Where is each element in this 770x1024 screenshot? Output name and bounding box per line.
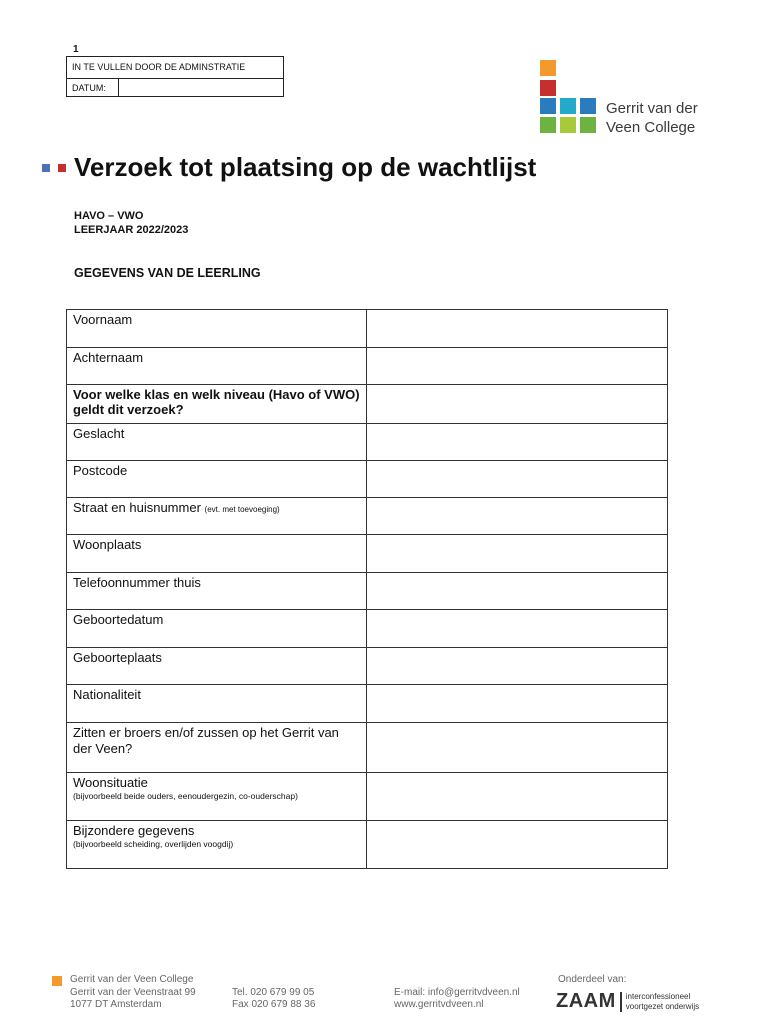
admin-heading: IN TE VULLEN DOOR DE ADMINSTRATIE bbox=[67, 57, 283, 79]
form-row bbox=[67, 498, 668, 535]
field-input-postcode[interactable] bbox=[366, 461, 667, 498]
field-input-broers-zussen[interactable] bbox=[366, 723, 667, 773]
field-input-geslacht[interactable] bbox=[366, 424, 667, 461]
subtitle-level: HAVO – VWO bbox=[74, 210, 144, 222]
footer-tel: Tel. 020 679 99 05 bbox=[232, 986, 315, 998]
form-row bbox=[67, 610, 668, 648]
footer-city: 1077 DT Amsterdam bbox=[70, 999, 162, 1010]
field-label: Geslacht bbox=[67, 424, 367, 461]
field-input-woonsituatie[interactable] bbox=[366, 773, 667, 821]
footer-email[interactable]: E-mail: info@gerritvdveen.nl bbox=[394, 986, 520, 998]
field-input-voornaam[interactable] bbox=[366, 310, 667, 348]
field-hint: (bijvoorbeeld scheiding, overlijden voogdij) bbox=[73, 839, 234, 849]
form-row bbox=[67, 573, 668, 610]
footer-street: Gerrit van der Veenstraat 99 bbox=[70, 986, 196, 998]
form-row bbox=[67, 310, 668, 348]
field-input-geboortedatum[interactable] bbox=[366, 610, 667, 648]
field-label: Woonsituatie bbox=[73, 775, 148, 790]
logo-line-1: Gerrit van der bbox=[606, 100, 698, 117]
subtitle bbox=[74, 209, 188, 237]
field-input-geboorteplaats[interactable] bbox=[366, 648, 667, 685]
footer-part-of: Onderdeel van: bbox=[558, 974, 627, 985]
section-heading: GEGEVENS VAN DE LEERLING bbox=[74, 266, 261, 280]
field-label: Woonplaats bbox=[67, 535, 367, 573]
page-title: Verzoek tot plaatsing op de wachtlijst bbox=[74, 152, 537, 182]
page-number: 1 bbox=[73, 44, 79, 55]
date-label: DATUM: bbox=[67, 79, 119, 97]
flag-icon bbox=[42, 164, 66, 172]
footer-website[interactable]: www.gerritvdveen.nl bbox=[394, 999, 484, 1010]
form-row bbox=[67, 773, 668, 821]
logo-line-2: Veen College bbox=[606, 119, 696, 136]
field-label: Voor welke klas en welk niveau (Havo of VWO) geldt dit verzoek? bbox=[67, 385, 367, 424]
field-label: Voornaam bbox=[67, 310, 367, 348]
field-label: Geboorteplaats bbox=[67, 648, 367, 685]
field-input-telefoon[interactable] bbox=[366, 573, 667, 610]
admin-box bbox=[66, 56, 284, 97]
form-row bbox=[67, 424, 668, 461]
field-label: Nationaliteit bbox=[67, 685, 367, 723]
date-field[interactable] bbox=[119, 79, 283, 97]
form-row bbox=[67, 348, 668, 385]
zaam-wordmark: ZAAM bbox=[556, 990, 616, 1012]
footer-school-name: Gerrit van der Veen College bbox=[70, 974, 194, 985]
field-label: Zitten er broers en/of zussen op het Gerrit van der Veen? bbox=[67, 723, 367, 773]
subtitle-year: LEERJAAR 2022/2023 bbox=[74, 224, 189, 236]
field-label: Telefoonnummer thuis bbox=[67, 573, 367, 610]
field-label: Straat en huisnummer bbox=[73, 500, 201, 515]
field-hint: (bijvoorbeeld beide ouders, eenoudergezin, co-ouderschap) bbox=[73, 791, 298, 801]
zaam-tagline-1: interconfessioneel bbox=[625, 991, 691, 1001]
form-row bbox=[67, 723, 668, 773]
form-row bbox=[67, 461, 668, 498]
field-label: Bijzondere gegevens bbox=[73, 823, 195, 838]
form-row bbox=[67, 685, 668, 723]
footer-logo-icon bbox=[52, 976, 62, 986]
field-input-woonplaats[interactable] bbox=[366, 535, 667, 573]
field-label: Geboortedatum bbox=[67, 610, 367, 648]
form-row bbox=[67, 535, 668, 573]
field-input-bijzondere-gegevens[interactable] bbox=[366, 821, 667, 869]
student-form-table bbox=[66, 309, 668, 869]
zaam-tagline-2: voortgezet onderwijs bbox=[625, 1001, 700, 1011]
field-input-nationaliteit[interactable] bbox=[366, 685, 667, 723]
school-logo bbox=[540, 60, 710, 140]
field-input-achternaam[interactable] bbox=[366, 348, 667, 385]
form-row bbox=[67, 648, 668, 685]
field-label: Achternaam bbox=[67, 348, 367, 385]
form-row bbox=[67, 821, 668, 869]
zaam-logo bbox=[556, 990, 699, 1013]
field-input-klas-niveau[interactable] bbox=[366, 385, 667, 424]
form-row bbox=[67, 385, 668, 424]
footer-fax: Fax 020 679 88 36 bbox=[232, 999, 316, 1010]
field-label: Postcode bbox=[67, 461, 367, 498]
field-note: (evt. met toevoeging) bbox=[204, 505, 280, 514]
field-input-straat[interactable] bbox=[366, 498, 667, 535]
